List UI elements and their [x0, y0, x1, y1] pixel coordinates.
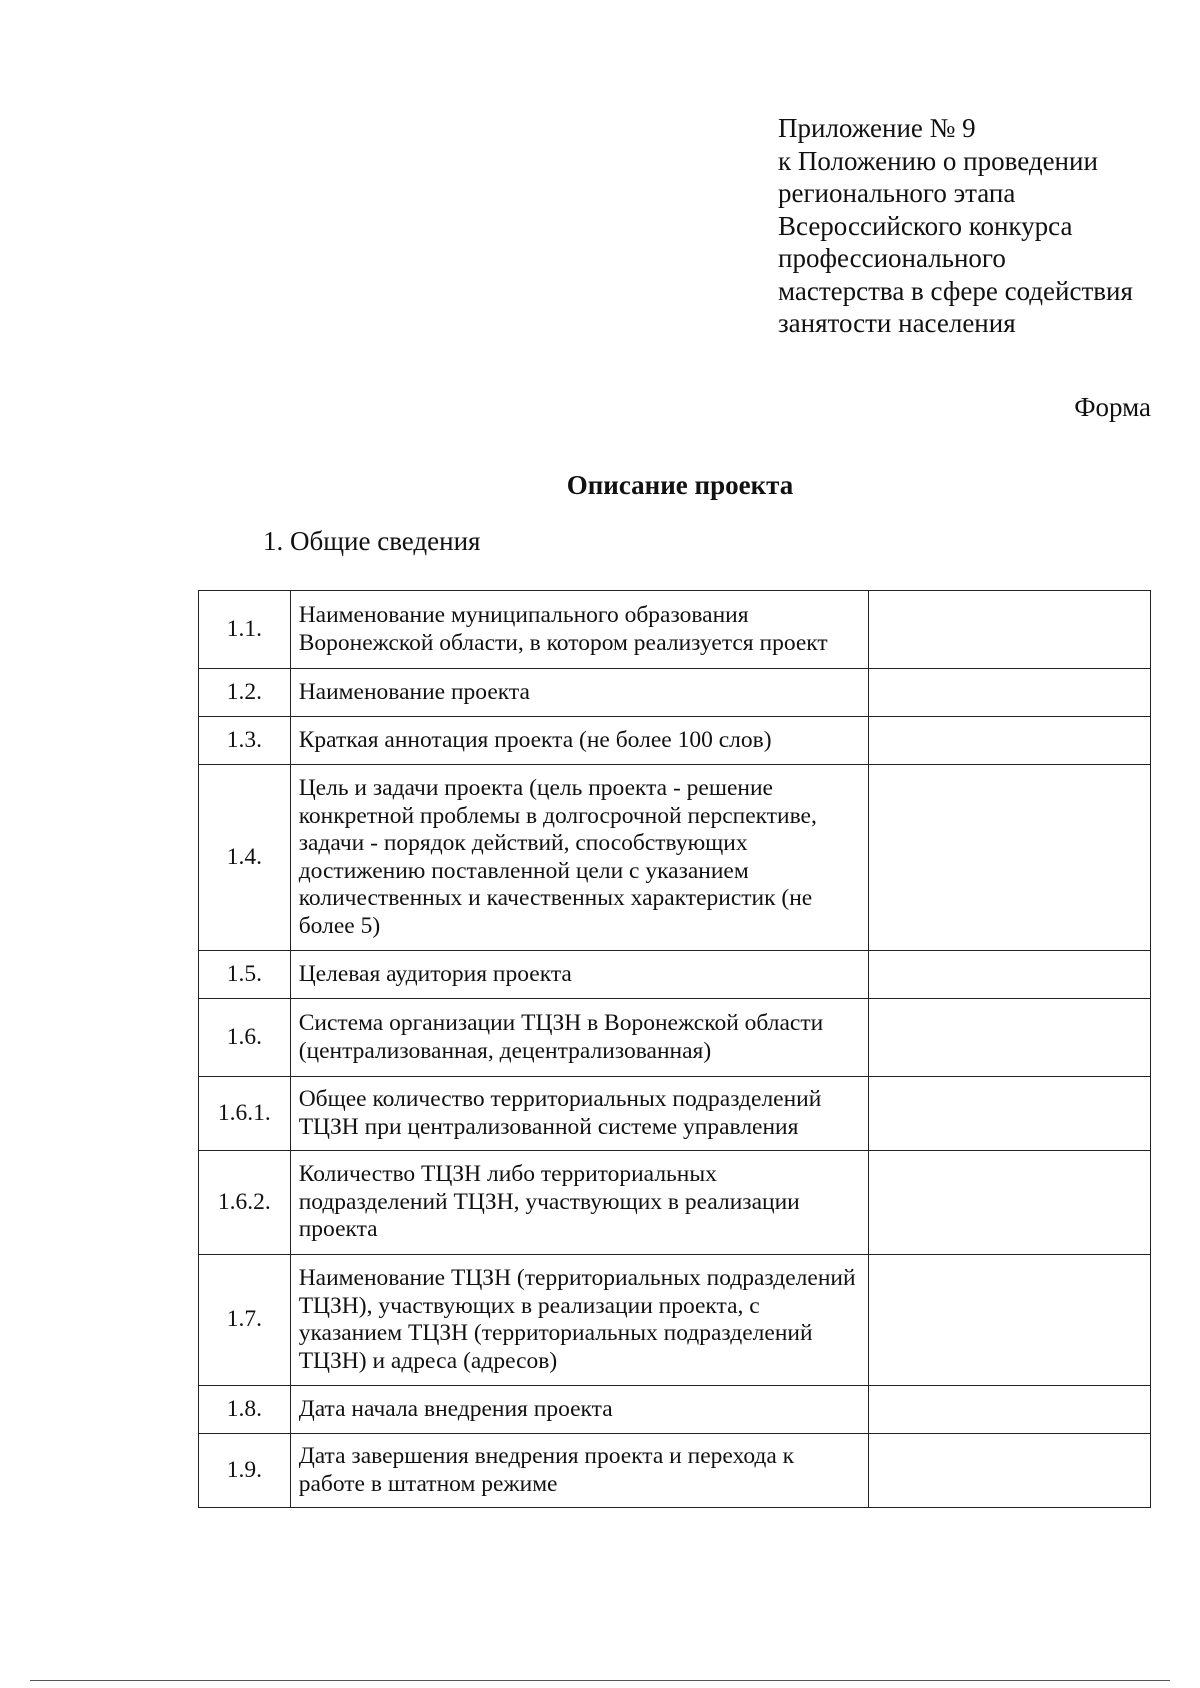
appendix-header — [778, 112, 1178, 340]
appendix-line: занятости населения — [778, 308, 1016, 338]
appendix-line: регионального этапа — [778, 178, 1016, 208]
row-number: 1.3. — [199, 717, 291, 765]
row-value-cell[interactable] — [869, 765, 1151, 951]
document-title: Описание проекта — [566, 470, 794, 500]
row-value-cell[interactable] — [869, 669, 1151, 717]
row-description: Цель и задачи проекта (цель проекта - решение конкретной проблемы в долгосрочной перспективе, задачи - порядок действий, способствующих достижению поставленной цели с указанием количественных и качественных характеристик (не более 5) — [290, 765, 868, 951]
row-value-cell[interactable] — [869, 1151, 1151, 1255]
row-description: Наименование муниципального образования Воронежской области, в котором реализуется проект — [290, 591, 868, 669]
row-value-cell[interactable] — [869, 1386, 1151, 1434]
row-number: 1.2. — [199, 669, 291, 717]
row-number: 1.4. — [199, 765, 291, 951]
table-row — [199, 1255, 1151, 1386]
section-title: 1. Общие сведения — [263, 526, 481, 556]
row-value-cell[interactable] — [869, 951, 1151, 999]
row-description: Количество ТЦЗН либо территориальных подразделений ТЦЗН, участвующих в реализации проекта — [290, 1151, 868, 1255]
row-number: 1.9. — [199, 1434, 291, 1508]
appendix-line: мастерства в сфере содействия — [778, 275, 1133, 306]
row-description: Целевая аудитория проекта — [290, 951, 868, 999]
row-number: 1.8. — [199, 1386, 291, 1434]
row-description: Краткая аннотация проекта (не более 100 слов) — [290, 717, 868, 765]
table-row — [199, 1386, 1151, 1434]
table-row — [199, 765, 1151, 951]
row-number: 1.5. — [199, 951, 291, 999]
row-value-cell[interactable] — [869, 1255, 1151, 1386]
row-value-cell[interactable] — [869, 1077, 1151, 1151]
row-number: 1.6. — [199, 999, 291, 1077]
row-description: Дата завершения внедрения проекта и перехода к работе в штатном режиме — [290, 1434, 868, 1508]
row-description: Наименование ТЦЗН (территориальных подразделений ТЦЗН), участвующих в реализации проекта, с указанием ТЦЗН (территориальных подразделений ТЦЗН) и адреса (адресов) — [290, 1255, 868, 1386]
table-row — [199, 1151, 1151, 1255]
form-label: Форма — [1074, 392, 1151, 422]
table-row — [199, 717, 1151, 765]
row-description: Общее количество территориальных подразделений ТЦЗН при централизованной системе управления — [290, 1077, 868, 1151]
row-description: Наименование проекта — [290, 669, 868, 717]
project-info-table — [198, 590, 1151, 1508]
row-number: 1.6.1. — [199, 1077, 291, 1151]
row-number: 1.7. — [199, 1255, 291, 1386]
row-description: Система организации ТЦЗН в Воронежской области (централизованная, децентрализованная) — [290, 999, 868, 1077]
bottom-rule — [30, 1680, 1170, 1681]
row-value-cell[interactable] — [869, 591, 1151, 669]
row-value-cell[interactable] — [869, 717, 1151, 765]
table-row — [199, 591, 1151, 669]
row-description: Дата начала внедрения проекта — [290, 1386, 868, 1434]
appendix-line: Всероссийского конкурса — [778, 210, 1073, 241]
row-value-cell[interactable] — [869, 1434, 1151, 1508]
appendix-line: к Положению о проведении — [778, 145, 1098, 176]
row-number: 1.6.2. — [199, 1151, 291, 1255]
appendix-line: Приложение № 9 — [778, 113, 976, 143]
appendix-line: профессионального — [778, 243, 1006, 273]
table-row — [199, 951, 1151, 999]
row-number: 1.1. — [199, 591, 291, 669]
table-row — [199, 669, 1151, 717]
table-row — [199, 1434, 1151, 1508]
row-value-cell[interactable] — [869, 999, 1151, 1077]
table-row — [199, 999, 1151, 1077]
table-row — [199, 1077, 1151, 1151]
